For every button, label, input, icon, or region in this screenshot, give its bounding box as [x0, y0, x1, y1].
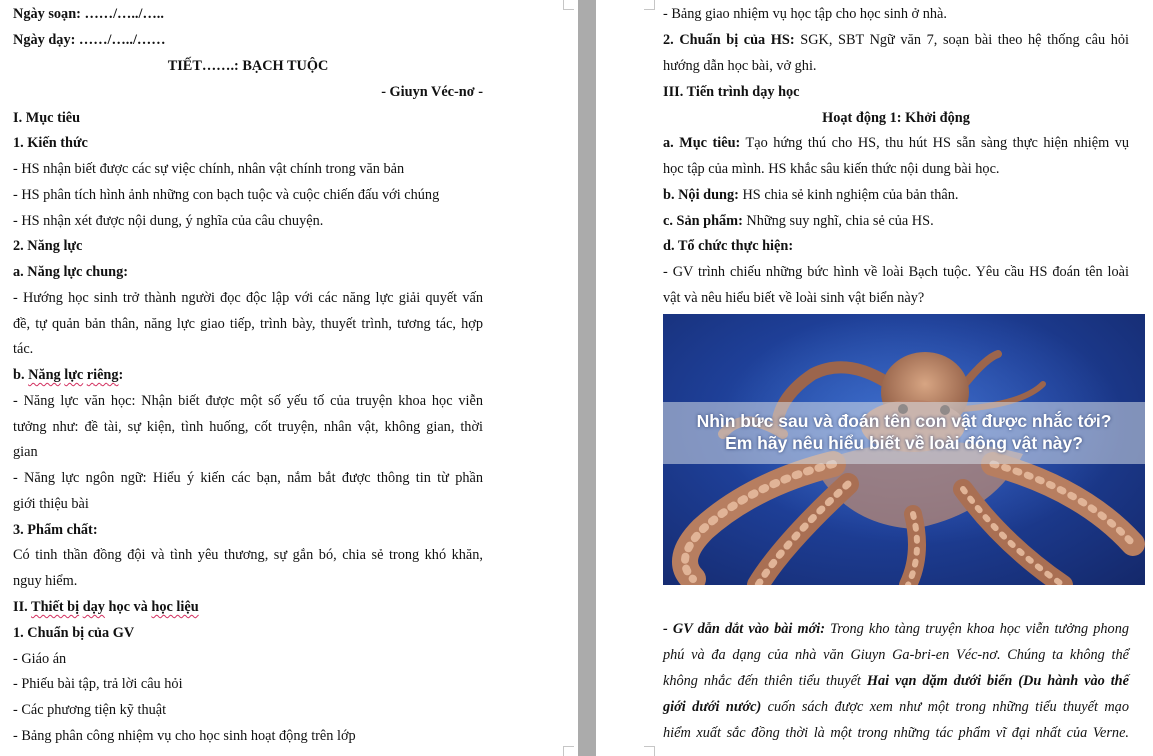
- heading-muc-tieu: I. Mục tiêu: [13, 110, 81, 126]
- gv-dan-dat-text: phú và đa dạng của nhà văn Giuyn Ga-bri-en Véc-nơ. Chúng ta không thể: [663, 647, 1129, 663]
- muc-tieu-text: học tập của mình. HS khắc sâu kiến thức nội dung bài học.: [663, 161, 1000, 177]
- heading-kien-thuc: 1. Kiến thức: [13, 135, 88, 151]
- heading-to-chuc: d. Tổ chức thực hiện:: [663, 238, 794, 254]
- lesson-title: TIẾT…….: BẠCH TUỘC: [167, 58, 329, 74]
- octopus-image: [663, 314, 1145, 585]
- to-chuc-text: vật và nêu hiểu biết về loài sinh vật biển này?: [663, 290, 925, 306]
- gv-dan-dat-text: hiểm xuất sắc đồng thời là một trong những tác phẩm vĩ đại nhất của Verne.: [663, 725, 1129, 741]
- nang-luc-chung-text: đề, tự quản bản thân, năng lực giao tiếp, trình bày, thuyết trình, tương tác, hợp: [13, 316, 483, 332]
- gv-dan-dat-text: giới dưới nước) cuốn sách được xem như một trong những tiểu thuyết mạo: [663, 699, 1129, 715]
- nang-luc-rieng-text: tưởng như: đề tài, sự kiện, tình huống, cốt truyện, nhân vật, không gian, thời: [13, 419, 483, 435]
- nang-luc-chung-text: tác.: [13, 341, 34, 357]
- gv-dan-dat-text: không nhắc đến thiên tiểu thuyết Hai vạn dặm dưới biển (Du hành vào thế: [663, 673, 1129, 689]
- nang-luc-rieng-text: - Năng lực văn học: Nhận biết được một số yếu tố của truyện khoa học viễn: [13, 393, 483, 409]
- to-chuc-text: - GV trình chiếu những bức hình về loài Bạch tuộc. Yêu cầu HS đoán tên loài: [663, 264, 1129, 280]
- kien-thuc-item: - HS nhận xét được nội dung, ý nghĩa của câu chuyện.: [13, 213, 324, 229]
- heading-nang-luc: 2. Năng lực: [13, 238, 83, 254]
- ngay-soan: Ngày soạn: ……/…../…..: [13, 6, 164, 22]
- heading-tien-trinh: III. Tiến trình dạy học: [663, 84, 800, 100]
- chuan-bi-hs-text: hướng dẫn học bài, vở ghi.: [663, 58, 817, 74]
- nang-luc-rieng-text: gian: [13, 444, 38, 460]
- heading-chuan-bi-gv: 1. Chuẩn bị của GV: [13, 625, 135, 641]
- heading-pham-chat: 3. Phẩm chất:: [13, 522, 98, 538]
- page-corner-mark: [644, 746, 655, 756]
- nang-luc-chung-text: - Hướng học sinh trở thành người đọc độc lập với các năng lực giải quyết vấn: [13, 290, 483, 306]
- author-line: - Giuyn Véc-nơ -: [381, 84, 483, 100]
- nang-luc-rieng-text: giới thiệu bài: [13, 496, 89, 512]
- gv-item: - Giáo án: [13, 651, 67, 667]
- heading-hoat-dong: Hoạt động 1: Khởi động: [822, 110, 970, 126]
- nang-luc-rieng-text: - Năng lực ngôn ngữ: Hiểu ý kiến các bạn, nắm bắt được thông tin từ phần: [13, 470, 483, 486]
- gv-dan-dat: - GV dẫn dắt vào bài mới: Trong kho tàng truyện khoa học viễn tưởng phong: [663, 621, 1130, 637]
- gv-item: - Bảng phân công nhiệm vụ cho học sinh hoạt động trên lớp: [13, 728, 356, 744]
- heading-nang-luc-rieng: b. Năng lực riêng:: [13, 367, 124, 383]
- pham-chat-text: nguy hiểm.: [13, 573, 78, 589]
- page-corner-mark: [563, 746, 574, 756]
- gv-item: - Phiếu bài tập, trả lời câu hỏi: [13, 676, 183, 692]
- gv-item: - Các phương tiện kỹ thuật: [13, 702, 167, 718]
- ngay-day: Ngày dạy: ……/…../……: [13, 32, 166, 48]
- page-corner-mark: [563, 0, 574, 10]
- chuan-bi-hs: 2. Chuẩn bị của HS: SGK, SBT Ngữ văn 7, soạn bài theo hệ thống câu hỏi: [663, 32, 1129, 48]
- noi-dung: b. Nội dung: HS chia sẻ kinh nghiệm của bản thân.: [663, 187, 959, 203]
- image-caption-line: Em hãy nêu hiểu biết về loài động vật này?: [725, 433, 1083, 453]
- san-pham: c. Sản phẩm: Những suy nghĩ, chia sẻ của HS.: [663, 213, 934, 229]
- gv-item: - Bảng giao nhiệm vụ học tập cho học sinh ở nhà.: [663, 6, 947, 22]
- kien-thuc-item: - HS phân tích hình ảnh những con bạch tuộc và cuộc chiến đấu với chúng: [13, 187, 440, 203]
- heading-thiet-bi: II. Thiết bị dạy học và học liệu: [13, 599, 199, 615]
- heading-nang-luc-chung: a. Năng lực chung:: [13, 264, 129, 280]
- muc-tieu: a. Mục tiêu: Tạo hứng thú cho HS, thu hút HS sẵn sàng thực hiện nhiệm vụ: [663, 135, 1130, 151]
- pham-chat-text: Có tinh thần đồng đội và tình yêu thương, sự gắn bó, chia sẻ trong khó khăn,: [13, 547, 483, 563]
- image-caption-line: Nhìn bức sau và đoán tên con vật được nhắc tới?: [696, 411, 1112, 431]
- kien-thuc-item: - HS nhận biết được các sự việc chính, nhân vật chính trong văn bản: [13, 161, 405, 177]
- page-corner-mark: [644, 0, 655, 10]
